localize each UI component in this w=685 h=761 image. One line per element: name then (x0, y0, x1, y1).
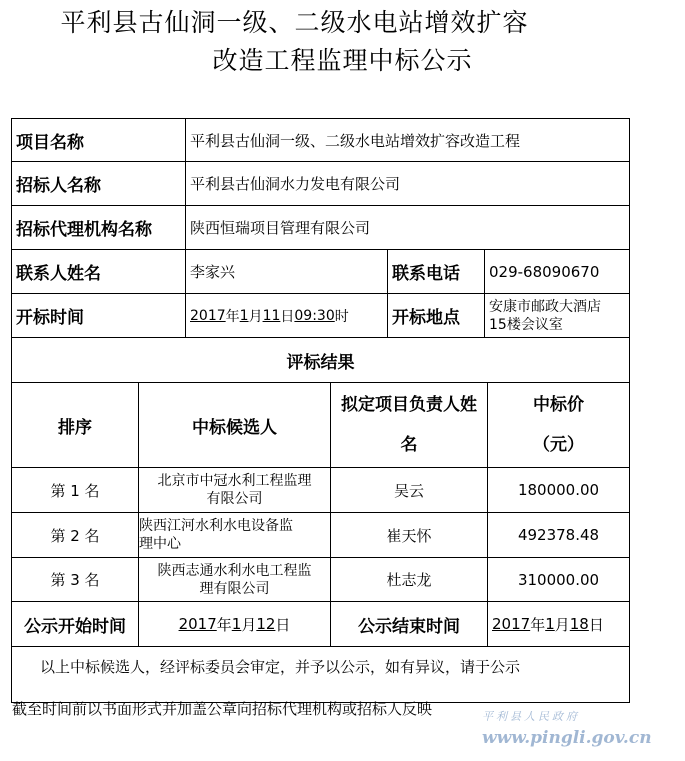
open-place-label: 开标地点 (387, 293, 485, 338)
table-row-price: 492378.48 (487, 512, 630, 558)
page-title-line2: 改造工程监理中标公示 (212, 46, 473, 75)
page-title-line1: 平利县古仙洞一级、二级水电站增效扩容 (60, 8, 529, 37)
table-row-manager: 崔天怀 (330, 512, 488, 558)
open-place-value: 安康市邮政大酒店 15楼会议室 (484, 293, 630, 338)
table-row-price: 180000.00 (487, 467, 630, 513)
tenderer-label: 招标人名称 (11, 161, 186, 206)
publicity-end-label: 公示结束时间 (330, 601, 488, 647)
phone-label: 联系电话 (387, 249, 485, 294)
agency-value: 陕西恒瑞项目管理有限公司 (185, 205, 630, 250)
table-row-candidate: 北京市中冠水利工程监理 有限公司 (138, 467, 331, 513)
price-header: 中标价 （元） (487, 382, 630, 468)
contact-label: 联系人姓名 (11, 249, 186, 294)
table-row-manager: 杜志龙 (330, 557, 488, 602)
publicity-start-label: 公示开始时间 (11, 601, 139, 647)
open-time-label: 开标时间 (11, 293, 186, 338)
tenderer-value: 平利县古仙洞水力发电有限公司 (185, 161, 630, 206)
contact-value: 李家兴 (185, 249, 388, 294)
manager-header: 拟定项目负责人姓 名 (330, 382, 488, 468)
watermark-line2: www.pingli.gov.cn (482, 728, 652, 748)
publicity-end-value: 2017 年 1 月 18 日 (487, 601, 630, 647)
table-row-price: 310000.00 (487, 557, 630, 602)
candidate-header: 中标候选人 (138, 382, 331, 468)
open-time-value: 2017 年 1 月 11 日 09:30 时 (185, 293, 388, 338)
notice-line2: 截至时间前以书面形式并加盖公章向招标代理机构或招标人反映 (12, 700, 433, 718)
rank-header: 排序 (11, 382, 139, 468)
project-name-label: 项目名称 (11, 118, 186, 162)
watermark-line1: 平利县人民政府 (482, 710, 580, 723)
table-row-manager: 吴云 (330, 467, 488, 513)
table-row-candidate: 陕西江河水利水电设备监 理中心 (138, 512, 331, 558)
project-name-value: 平利县古仙洞一级、二级水电站增效扩容改造工程 (185, 118, 630, 162)
table-row-candidate: 陕西志通水利水电工程监 理有限公司 (138, 557, 331, 602)
phone-value: 029-68090670 (484, 249, 630, 294)
table-row-rank: 第 2 名 (11, 512, 139, 558)
site-watermark (482, 708, 682, 748)
notice-line1: 以上中标候选人，经评标委员会审定，并予以公示，如有异议，请于公示 (40, 658, 521, 676)
table-row-rank: 第 1 名 (11, 467, 139, 513)
results-section-title: 评标结果 (11, 337, 630, 383)
agency-label: 招标代理机构名称 (11, 205, 186, 250)
table-row-rank: 第 3 名 (11, 557, 139, 602)
publicity-start-value: 2017 年 1 月 12 日 (138, 601, 331, 647)
